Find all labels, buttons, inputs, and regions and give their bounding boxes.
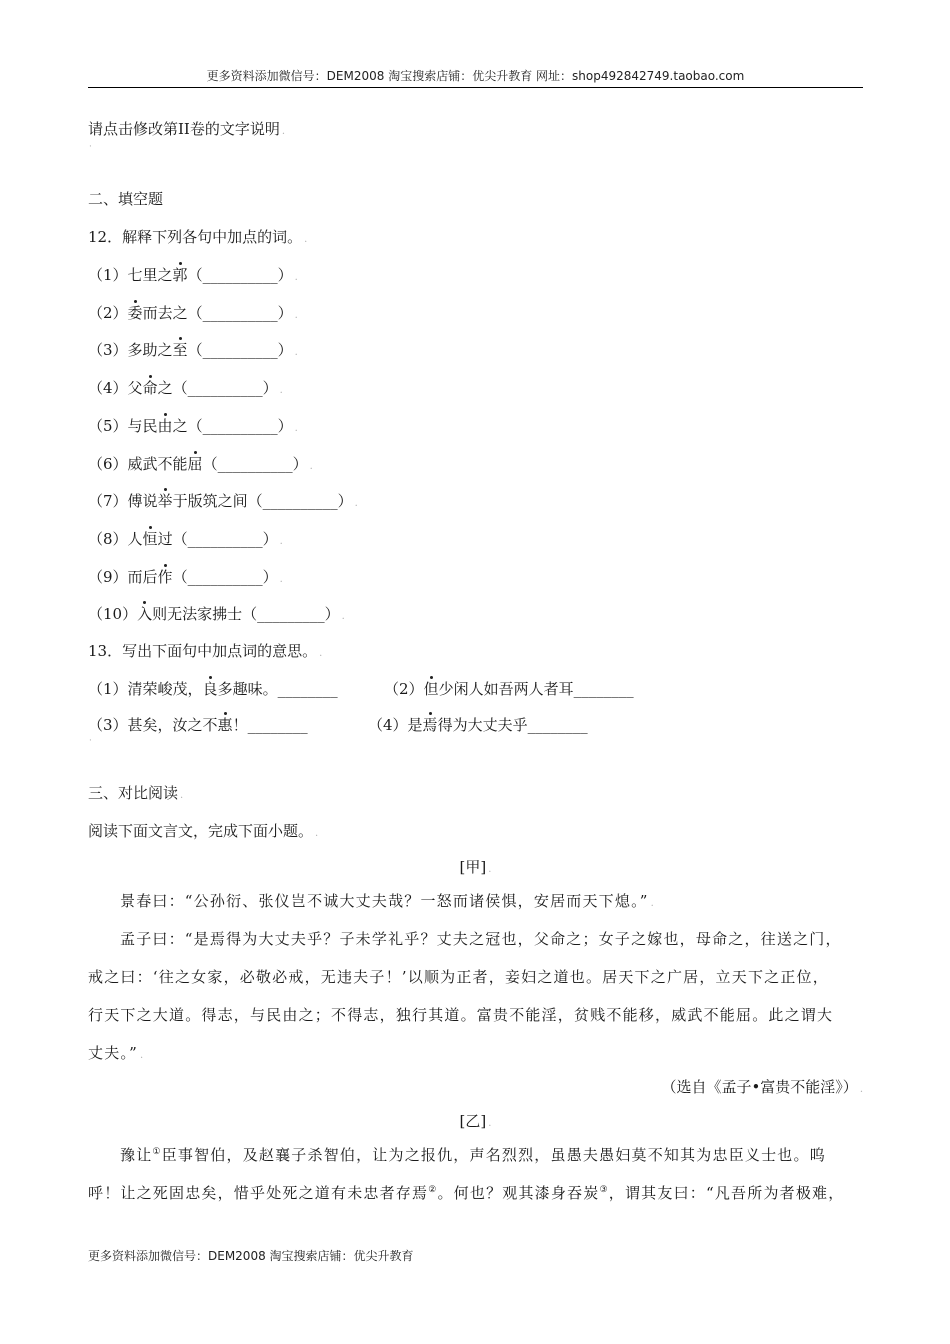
passage-jia-p2-line2: 戒之曰：‘往之女家，必敬必戒，无违夫子！’以顺为正者，妾妇之道也。居天下之广居，立天下之正位， (88, 968, 829, 986)
passage-yi-line1: 豫让①臣事智伯，及赵襄子杀智伯，让为之报仇，声名烈烈，虽愚夫愚妇莫不知其为忠臣义士也。呜 (120, 1146, 826, 1164)
passage-jia-label: [甲] . (459, 858, 492, 876)
dotted-char: 恒 (142, 529, 158, 548)
header-rule (88, 87, 863, 88)
passage-jia-p2-line4: 丈夫。” . (88, 1044, 145, 1062)
page-header: 更多资料添加微信号：DEM2008 淘宝搜索店铺：优尖升教育 网址：shop492842749.taobao.com (206, 69, 745, 83)
page-footer: 更多资料添加微信号：DEM2008 淘宝搜索店铺：优尖升教育 (88, 1249, 414, 1263)
dotted-char: 但 (423, 680, 439, 698)
question-12-stem: 12．解释下列各句中加点的词。 . (88, 228, 308, 246)
footnote-ref-1: ① (152, 1147, 162, 1157)
paragraph-mark: · (89, 736, 92, 746)
footnote-ref-2: ② (428, 1185, 438, 1195)
dotted-char: 作 (157, 567, 173, 586)
passage-jia-p2-line3: 行天下之大道。得志，与民由之；不得志，独行其道。富贵不能淫，贫贱不能移，威武不能屈。此之谓大 (88, 1006, 834, 1024)
question-13-item-3: （3）甚矣，汝之不惠！________ (88, 716, 308, 734)
question-12-item: （3）多助之至（__________） . (88, 341, 298, 360)
question-12-item: （7）傅说举于版筑之间（__________） . (88, 492, 358, 511)
dotted-char: 命 (142, 379, 158, 398)
dotted-char: 屈 (187, 454, 203, 473)
dotted-char: 惠 (217, 716, 233, 734)
section-title-reading: 三、对比阅读 . (88, 784, 184, 802)
question-12-item: （2）委而去之（__________） . (88, 303, 298, 322)
reading-instruction: 阅读下面文言文，完成下面小题。 . (88, 822, 319, 840)
footnote-ref-3: ③ (599, 1185, 609, 1195)
question-12-item: （6）威武不能屈（__________） . (88, 454, 313, 473)
passage-yi-label: [乙] . (459, 1112, 492, 1130)
question-12-item: （9）而后作（__________） . (88, 567, 283, 586)
question-13-item-4: （4）是焉得为大丈夫乎________ (368, 716, 588, 734)
paragraph-mark: . (281, 126, 286, 137)
question-13-row-1 (88, 678, 634, 700)
dotted-char: 举 (157, 492, 173, 511)
dotted-char: 郭 (172, 266, 188, 284)
passage-yi-line2: 呼！让之死固忠矣，惜乎处死之道有未忠者存焉②。何也？观其漆身吞炭③，谓其友曰：“凡吾所为者极难， (88, 1184, 845, 1202)
question-13-stem: 13．写出下面句中加点词的意思。 . (88, 642, 323, 660)
dotted-char: 由 (157, 416, 173, 435)
section-intro (88, 118, 285, 143)
passage-jia-p2-line1: 孟子曰：“是焉得为大丈夫乎？子未学礼乎？丈夫之冠也，父命之；女子之嫁也，母命之，往送之门， (120, 930, 842, 948)
question-12-item: （8）人恒过（__________） . (88, 529, 283, 548)
question-12-item: （10）入则无法家拂士（_________） . (88, 605, 345, 624)
dotted-char: 焉 (422, 716, 438, 734)
dotted-char: 入 (137, 605, 153, 624)
question-13-row-2 (88, 714, 588, 736)
question-12-item: （1）七里之郭（__________） . (88, 266, 298, 284)
dotted-char: 至 (172, 341, 188, 360)
section-title-fill-blank: 二、填空题 (88, 190, 164, 208)
paragraph-mark: · (89, 142, 92, 152)
question-12-item: （5）与民由之（__________） . (88, 416, 298, 435)
question-13-item-2: （2）但少闲人如吾两人者耳________ (384, 680, 634, 698)
question-13-item-1: （1）清荣峻茂，良多趣味。________ (88, 680, 338, 698)
passage-jia-p1: 景春曰：“公孙衍、张仪岂不诚大丈夫哉？一怒而诸侯惧，安居而天下熄。” . (120, 892, 656, 910)
dotted-char: 委 (127, 303, 143, 322)
dotted-char: 良 (202, 680, 218, 698)
passage-jia-source: （选自《孟子•富贵不能淫》） . (661, 1078, 863, 1096)
question-12-item: （4）父命之（__________） . (88, 379, 283, 398)
intro-text: 请点击修改第II卷的文字说明 (88, 120, 280, 138)
